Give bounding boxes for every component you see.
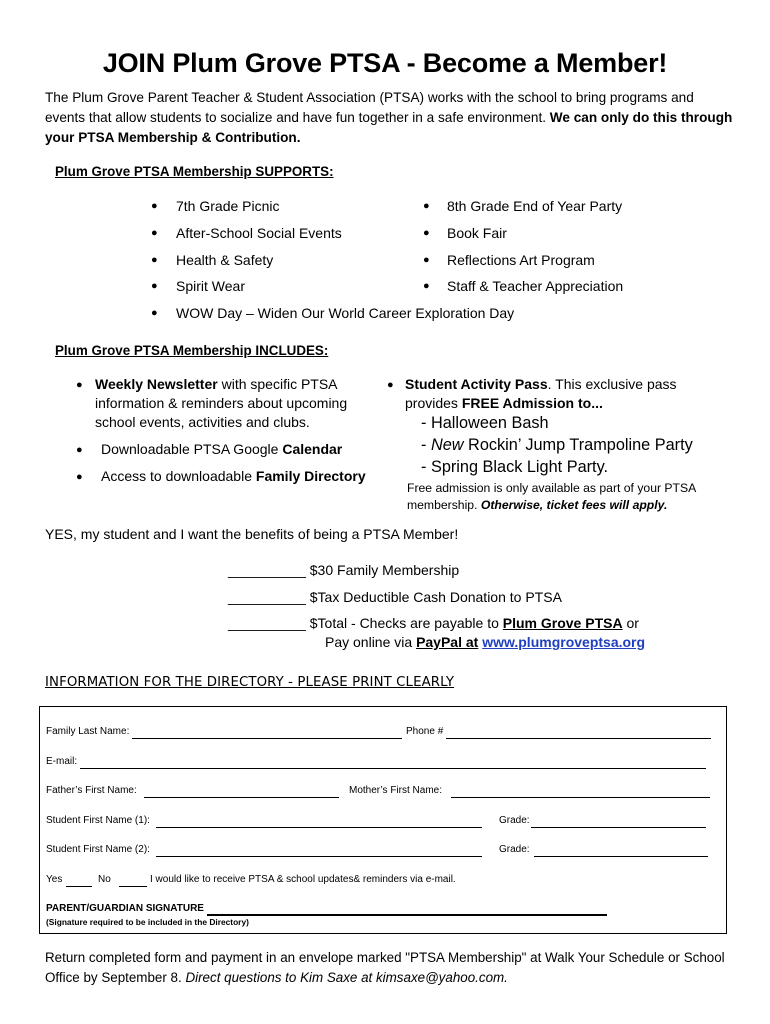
yes-statement: YES, my student and I want the benefits of being a PTSA Member!: [45, 526, 459, 542]
directory-text: Access to downloadable: [101, 468, 252, 484]
directory-heading: INFORMATION FOR THE DIRECTORY - PLEASE PRINT CLEARLY: [45, 675, 455, 690]
event-dash: -: [421, 458, 427, 476]
donation-line[interactable]: [228, 589, 562, 605]
email-label: E-mail:: [46, 756, 78, 767]
provides-line: [405, 395, 603, 411]
student2-grade-label: Grade:: [499, 844, 530, 855]
bullet-icon: ●: [151, 227, 158, 239]
event-item: [421, 458, 608, 477]
intro-text: The Plum Grove Parent Teacher & Student Association (PTSA) works with the school to bring programs and events that allow students to socialize and have fun together in a safe environment.: [45, 90, 694, 125]
paypal-label: PayPal at: [416, 634, 479, 650]
bullet-icon: ●: [76, 471, 83, 483]
event-item: [421, 414, 549, 433]
email-updates-label: I would like to receive PTSA & school updates& reminders via e-mail.: [150, 874, 456, 885]
total-label: $Total - Checks are payable to: [309, 615, 499, 631]
no-field[interactable]: [119, 886, 147, 887]
yes-label: Yes: [46, 874, 63, 885]
bullet-icon: ●: [423, 254, 430, 266]
event-text: Halloween Bash: [430, 414, 549, 432]
supports-heading: Plum Grove PTSA Membership SUPPORTS:: [55, 164, 334, 179]
donation-label: $Tax Deductible Cash Donation to PTSA: [309, 589, 562, 605]
bullet-icon: ●: [76, 379, 83, 391]
event-item: [421, 436, 693, 455]
family-membership-label: $30 Family Membership: [309, 562, 460, 578]
bullet-icon: ●: [387, 379, 394, 391]
payee-name: Plum Grove PTSA: [502, 615, 623, 631]
student1-name-field[interactable]: [156, 827, 482, 828]
supports-item: 7th Grade Picnic: [176, 198, 280, 214]
calendar-item: [101, 441, 342, 457]
signature-label: PARENT/GUARDIAN SIGNATURE: [46, 903, 204, 914]
bullet-icon: ●: [151, 280, 158, 292]
supports-item: Staff & Teacher Appreciation: [447, 278, 624, 294]
newsletter-line-3: school events, activities and clubs.: [95, 414, 310, 430]
admission-note-text: membership.: [407, 498, 478, 512]
family-last-name-label: Family Last Name:: [46, 726, 130, 737]
calendar-text: Downloadable PTSA Google: [101, 441, 279, 457]
student1-grade-field[interactable]: [531, 827, 706, 828]
event-dash: -: [421, 414, 427, 432]
contact-text: Direct questions to Kim Saxe at kimsaxe@yahoo.com.: [185, 970, 508, 985]
event-italic: New: [430, 436, 464, 454]
signature-note: (Signature required to be included in the Directory): [46, 917, 249, 927]
email-field[interactable]: [80, 768, 706, 769]
family-last-name-field[interactable]: [132, 738, 402, 739]
directory-bold: Family Directory: [255, 468, 366, 484]
activity-pass-line: [405, 376, 677, 392]
includes-heading: Plum Grove PTSA Membership INCLUDES:: [55, 343, 329, 358]
father-name-field[interactable]: [144, 797, 339, 798]
newsletter-line-1: [95, 376, 338, 392]
signature-field[interactable]: [207, 914, 607, 916]
event-text: Rockin’ Jump Trampoline Party: [463, 436, 693, 454]
supports-item: Health & Safety: [176, 252, 274, 268]
no-label: No: [98, 874, 111, 885]
intro-paragraph: [45, 88, 735, 148]
supports-item: Reflections Art Program: [447, 252, 595, 268]
activity-pass-bold: Student Activity Pass: [405, 376, 548, 392]
bullet-icon: ●: [76, 444, 83, 456]
online-payment-text: Pay online via: [325, 634, 413, 650]
amount-blank[interactable]: __________: [228, 589, 306, 605]
supports-item: 8th Grade End of Year Party: [447, 198, 623, 214]
calendar-bold: Calendar: [282, 441, 343, 457]
total-line[interactable]: [228, 615, 639, 631]
yes-field[interactable]: [66, 886, 92, 887]
website-link[interactable]: www.plumgroveptsa.org: [482, 634, 646, 650]
admission-note-warning: Otherwise, ticket fees will apply.: [480, 498, 668, 512]
student2-grade-field[interactable]: [534, 856, 708, 857]
total-suffix: or: [626, 615, 639, 631]
amount-blank[interactable]: __________: [228, 615, 306, 631]
newsletter-text: with specific PTSA: [221, 376, 338, 392]
directory-item: [101, 468, 366, 484]
bullet-icon: ●: [151, 307, 158, 319]
father-name-label: Father’s First Name:: [46, 785, 137, 796]
online-payment-line: [325, 634, 645, 650]
event-dash: -: [421, 436, 427, 454]
bullet-icon: ●: [151, 200, 158, 212]
event-text: Spring Black Light Party.: [430, 458, 609, 476]
return-text: Return completed form and payment in an envelope marked "PTSA Membership" at Walk Your Schedule or School Office by September 8.: [45, 950, 725, 985]
phone-label: Phone #: [406, 726, 444, 737]
student1-grade-label: Grade:: [499, 815, 530, 826]
directory-form: [39, 706, 727, 934]
phone-field[interactable]: [446, 738, 711, 739]
bullet-icon: ●: [423, 200, 430, 212]
newsletter-bold: Weekly Newsletter: [95, 376, 218, 392]
student2-name-label: Student First Name (2):: [46, 844, 150, 855]
supports-item: After-School Social Events: [176, 225, 342, 241]
student2-name-field[interactable]: [156, 856, 482, 857]
page-title: JOIN Plum Grove PTSA - Become a Member!: [102, 48, 668, 78]
mother-name-label: Mother’s First Name:: [349, 785, 442, 796]
bullet-icon: ●: [423, 280, 430, 292]
bullet-icon: ●: [151, 254, 158, 266]
intro-bold-text: We can only do this through your PTSA Membership & Contribution.: [45, 110, 733, 145]
admission-note-2: [407, 497, 667, 514]
supports-item: Spirit Wear: [176, 278, 245, 294]
admission-note-1: Free admission is only available as part of your PTSA: [407, 481, 697, 495]
student1-name-label: Student First Name (1):: [46, 815, 150, 826]
provides-text: provides: [405, 395, 458, 411]
bullet-icon: ●: [423, 227, 430, 239]
return-instructions: [45, 948, 735, 988]
amount-blank[interactable]: __________: [228, 562, 306, 578]
mother-name-field[interactable]: [451, 797, 710, 798]
newsletter-line-2: information & reminders about upcoming: [95, 395, 348, 411]
supports-item: Book Fair: [447, 225, 507, 241]
supports-item: WOW Day – Widen Our World Career Exploration Day: [176, 305, 515, 321]
provides-bold: FREE Admission to...: [461, 395, 603, 411]
family-membership-line[interactable]: [228, 562, 459, 578]
activity-pass-text: . This exclusive pass: [547, 376, 677, 392]
